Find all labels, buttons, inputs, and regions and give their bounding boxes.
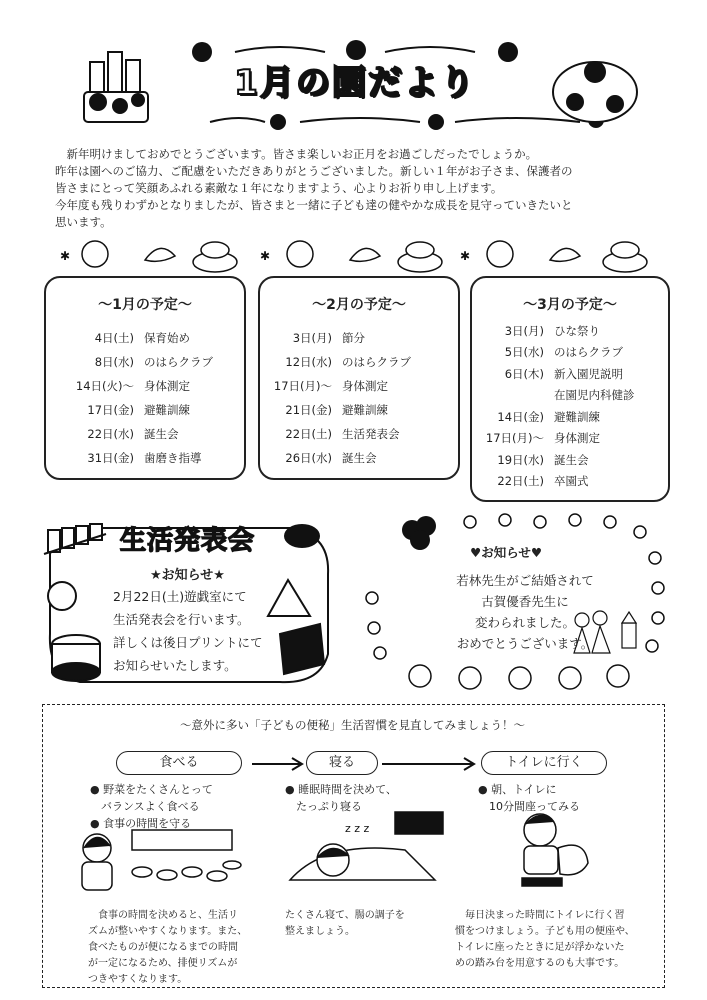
svg-text:z z z: z z z	[345, 822, 370, 835]
schedule-date: 3日(月)	[292, 331, 332, 345]
schedule-row	[472, 428, 668, 450]
schedule-row	[472, 342, 668, 364]
schedule-row	[46, 398, 244, 422]
toilet-child-illustration	[500, 808, 600, 898]
schedule-date: 8日(水)	[94, 355, 134, 369]
toilet-footer-line: めの踏み台を用意するのも大事です。	[455, 958, 625, 969]
step-sleep: 寝る	[306, 751, 378, 775]
event-notice-heading: ★お知らせ★	[150, 568, 225, 583]
schedule-event: 避難訓練	[554, 409, 600, 424]
kadomatsu-icon	[84, 52, 148, 122]
decoration-row	[55, 234, 655, 274]
schedule-event: ひな祭り	[554, 323, 600, 338]
schedule-row	[472, 385, 668, 407]
schedule-date: 14日(金)	[497, 409, 544, 424]
eat-footer-line: が一定になるため、排便リズムが	[88, 958, 238, 969]
schedule-row	[472, 363, 668, 385]
event-line: 2月22日(土)遊戯室にて	[113, 589, 247, 604]
eat-footer	[88, 908, 247, 988]
leaf-icon	[550, 248, 580, 261]
sleep-footer-line: たくさん寝て、腸の調子を	[285, 910, 405, 921]
schedule-january	[44, 276, 246, 480]
news-line: おめでとうございます。	[456, 636, 594, 651]
event-line: お知らせいたします。	[113, 658, 237, 673]
toilet-footer-line: トイレに座ったときに足が浮かないた	[455, 942, 625, 953]
schedule-row	[260, 446, 458, 470]
schedule-row	[472, 320, 668, 342]
flower-icon	[82, 241, 108, 267]
schedule-event: 節分	[342, 331, 365, 345]
schedule-february	[258, 276, 460, 480]
schedule-event: 身体測定	[342, 379, 388, 393]
flower-icon	[487, 241, 513, 267]
news-text	[400, 570, 650, 654]
leaf-icon	[350, 248, 380, 261]
schedule-date: 3日(月)	[504, 323, 544, 338]
schedule-heading: ～2月の予定～	[312, 297, 406, 313]
eat-footer-line: つきやすくなります。	[88, 974, 188, 985]
step-eat: 食べる	[116, 751, 242, 775]
arrows	[240, 752, 485, 776]
sleep-footer	[285, 908, 405, 940]
drum-icon	[52, 635, 100, 681]
sleep-bullet: ● 睡眠時間を決めて、	[285, 783, 397, 796]
event-line: 生活発表会を行います。	[113, 612, 250, 627]
step-toilet: トイレに行く	[481, 751, 607, 775]
castanets-icon	[284, 524, 320, 548]
schedule-row	[472, 406, 668, 428]
news-heading: ♥お知らせ♥	[470, 545, 543, 560]
schedule-date: 19日(水)	[497, 452, 544, 467]
schedule-event: のはらクラブ	[144, 355, 213, 369]
svg-text:✱: ✱	[460, 249, 471, 263]
schedule-row	[46, 422, 244, 446]
schedule-row	[472, 449, 668, 471]
schedule-event: 身体測定	[554, 431, 600, 446]
eat-footer-line: 食事の時間を決めると、生活リ	[88, 910, 238, 921]
schedule-row	[46, 350, 244, 374]
schedule-event: 在園児内科健診	[554, 388, 635, 403]
sleep-footer-line: 整えましょう。	[285, 926, 355, 937]
schedule-date: 22日(土)	[497, 474, 544, 489]
schedule-date: 22日(土)	[285, 427, 332, 441]
schedule-date: 6日(木)	[504, 366, 544, 381]
intro-line: 新年明けましておめでとうございます。皆さま楽しいお正月をお過ごしだったでしょうか。	[55, 147, 538, 161]
event-title: 生活発表会	[120, 526, 256, 556]
plum-flower-icon	[270, 112, 604, 130]
schedule-event: 誕生会	[144, 427, 179, 441]
intro-line: 今年度も残りわずかとなりましたが、皆さまと一緒に子ども達の健やかな成長を見守っていきたいと	[55, 198, 573, 212]
flower-icon	[287, 241, 313, 267]
ornament-icon	[553, 62, 637, 122]
news-line: 変わられました。	[474, 615, 575, 630]
schedule-row	[260, 398, 458, 422]
intro-paragraph	[55, 146, 655, 231]
schedule-event: 誕生会	[554, 452, 589, 467]
schedule-date: 4日(土)	[94, 331, 134, 345]
schedule-event: 新入園児説明	[554, 366, 623, 381]
schedule-date: 17日(金)	[87, 403, 134, 417]
flower-icon	[409, 665, 629, 689]
schedule-event: 保育始め	[144, 331, 190, 345]
eat-bullet: バランスよく食べる	[90, 800, 200, 813]
schedule-event: 卒園式	[554, 474, 589, 489]
schedule-date: 17日(月)～	[485, 431, 544, 446]
news-line: 古賀優香先生に	[481, 594, 569, 609]
toilet-footer-line: 毎日決まった時間にトイレに行く習	[455, 910, 625, 921]
schedule-event: 生活発表会	[342, 427, 400, 441]
schedule-row	[260, 350, 458, 374]
schedule-event: のはらクラブ	[554, 345, 623, 360]
eat-bullet: ● 野菜をたくさんとって	[90, 783, 213, 796]
svg-text:✱: ✱	[260, 249, 271, 263]
schedule-date: 26日(水)	[285, 451, 332, 465]
kagami-mochi-icon	[398, 242, 442, 272]
clover-icon	[402, 516, 436, 550]
page-title: 1月の園だより	[234, 63, 476, 103]
sleeping-child-illustration	[285, 810, 445, 895]
schedule-row	[472, 471, 668, 493]
tambourine-icon	[48, 582, 76, 610]
schedule-row	[260, 374, 458, 398]
schedule-event: のはらクラブ	[342, 355, 411, 369]
schedule-row	[46, 326, 244, 350]
eating-child-illustration	[72, 820, 252, 895]
kagami-mochi-icon	[603, 242, 647, 272]
svg-text:✱: ✱	[60, 249, 71, 263]
eat-footer-line: 食べたものが便になるまでの時間	[88, 942, 238, 953]
intro-line: 思います。	[55, 215, 112, 229]
schedule-row	[260, 422, 458, 446]
schedule-date: 17日(月)～	[273, 379, 332, 393]
news-line: 若林先生がご結婚されて	[456, 573, 594, 588]
intro-line: 皆さまにとって笑顔あふれる素敵な１年になりますよう、心よりお祈り申し上げます。	[55, 181, 503, 195]
schedule-event: 誕生会	[342, 451, 377, 465]
schedule-date: 14日(火)～	[75, 379, 134, 393]
schedule-date: 21日(金)	[285, 403, 332, 417]
intro-line: 昨年は園へのご協力、ご配慮をいただきありがとうございました。新しい１年がお子さま、保護者の	[55, 164, 573, 178]
leaf-icon	[145, 248, 175, 261]
eat-bullet: ● 食事の時間を守る	[90, 817, 192, 830]
event-line: 詳しくは後日プリントにて	[113, 635, 263, 650]
schedule-march	[470, 276, 670, 502]
schedule-heading: ～3月の予定～	[523, 297, 617, 313]
schedule-heading: ～1月の予定～	[98, 297, 192, 313]
event-notice-text	[113, 585, 263, 677]
piano-icon	[280, 624, 324, 674]
kagami-mochi-icon	[193, 242, 237, 272]
sleep-bullet: たっぷり寝る	[285, 800, 362, 813]
schedule-event: 歯磨き指導	[144, 451, 202, 465]
toilet-bullet: 10分間座ってみる	[478, 800, 580, 813]
schedule-row	[260, 326, 458, 350]
schedule-event: 避難訓練	[144, 403, 190, 417]
toilet-footer	[455, 908, 635, 972]
schedule-row	[46, 374, 244, 398]
toilet-bullet: ● 朝、トイレに	[478, 783, 557, 796]
schedule-date: 31日(金)	[87, 451, 134, 465]
schedule-date: 22日(水)	[87, 427, 134, 441]
schedule-event: 身体測定	[144, 379, 190, 393]
schedule-date: 12日(水)	[285, 355, 332, 369]
schedule-date: 5日(水)	[504, 345, 544, 360]
schedule-row	[46, 446, 244, 470]
schedule-event: 避難訓練	[342, 403, 388, 417]
toilet-footer-line: 慣をつけましょう。子ども用の便座や、	[455, 926, 635, 937]
eat-footer-line: ズムが整いやすくなります。また、	[88, 926, 248, 937]
habits-heading: ～意外に多い「子どもの便秘」生活習慣を見直してみましょう！～	[180, 718, 525, 732]
